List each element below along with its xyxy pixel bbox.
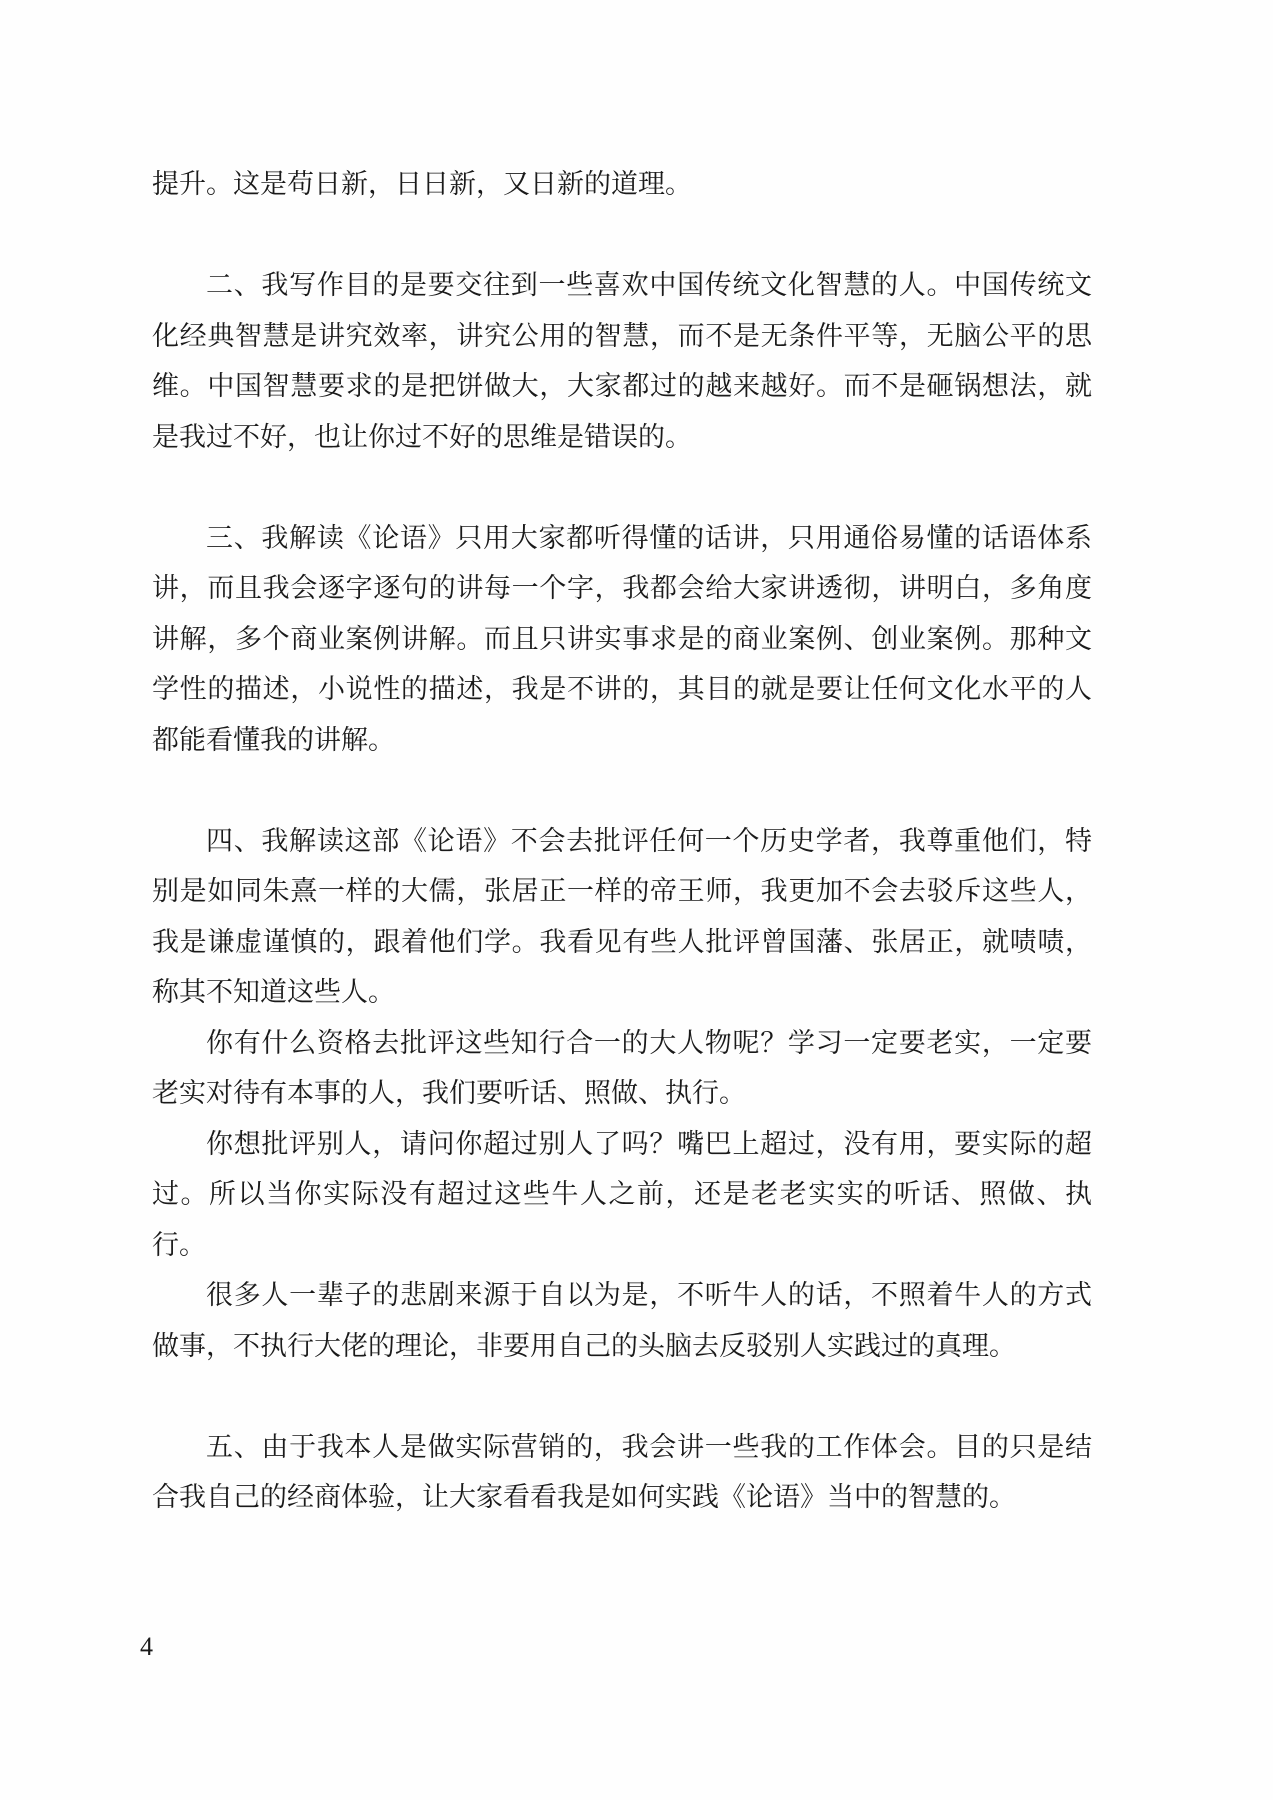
paragraph-point-four-followup-1: 你有什么资格去批评这些知行合一的大人物呢？学习一定要老实，一定要老实对待有本事的人，我们要听话、照做、执行。 [152,1027,1092,1109]
paragraph-continuation: 提升。这是苟日新，日日新，又日新的道理。 [152,169,692,200]
page-number: 4 [140,1632,153,1661]
paragraph-point-two: 二、我写作目的是要交往到一些喜欢中国传统文化智慧的人。中国传统文化经典智慧是讲究效率，讲究公用的智慧，而不是无条件平等，无脑公平的思维。中国智慧要求的是把饼做大，大家都过的越来越好。而不是砸锅想法，就是我过不好，也让你过不好的思维是错误的。 [152,270,1092,453]
paragraph-point-four-followup-3: 很多人一辈子的悲剧来源于自以为是，不听牛人的话，不照着牛人的方式做事，不执行大佬的理论，非要用自己的头脑去反驳别人实践过的真理。 [152,1280,1092,1362]
paragraph-point-five: 五、由于我本人是做实际营销的，我会讲一些我的工作体会。目的只是结合我自己的经商体验，让大家看看我是如何实践《论语》当中的智慧的。 [152,1431,1092,1513]
paragraph-point-four: 四、我解读这部《论语》不会去批评任何一个历史学者，我尊重他们，特别是如同朱熹一样的大儒，张居正一样的帝王师，我更加不会去驳斥这些人，我是谦虚谨慎的，跟着他们学。我看见有些人批评曾国藩、张居正，就啧啧，称其不知道这些人。 [152,825,1092,1008]
paragraph-point-four-followup-2: 你想批评别人，请问你超过别人了吗？嘴巴上超过，没有用，要实际的超过。所以当你实际没有超过这些牛人之前，还是老老实实的听话、照做、执行。 [152,1128,1092,1261]
paragraph-point-three: 三、我解读《论语》只用大家都听得懂的话讲，只用通俗易懂的话语体系讲，而且我会逐字逐句的讲每一个字，我都会给大家讲透彻，讲明白，多角度讲解，多个商业案例讲解。而且只讲实事求是的商业案例、创业案例。那种文学性的描述，小说性的描述，我是不讲的，其目的就是要让任何文化水平的人都能看懂我的讲解。 [152,522,1092,756]
body-text [152,160,1092,1524]
